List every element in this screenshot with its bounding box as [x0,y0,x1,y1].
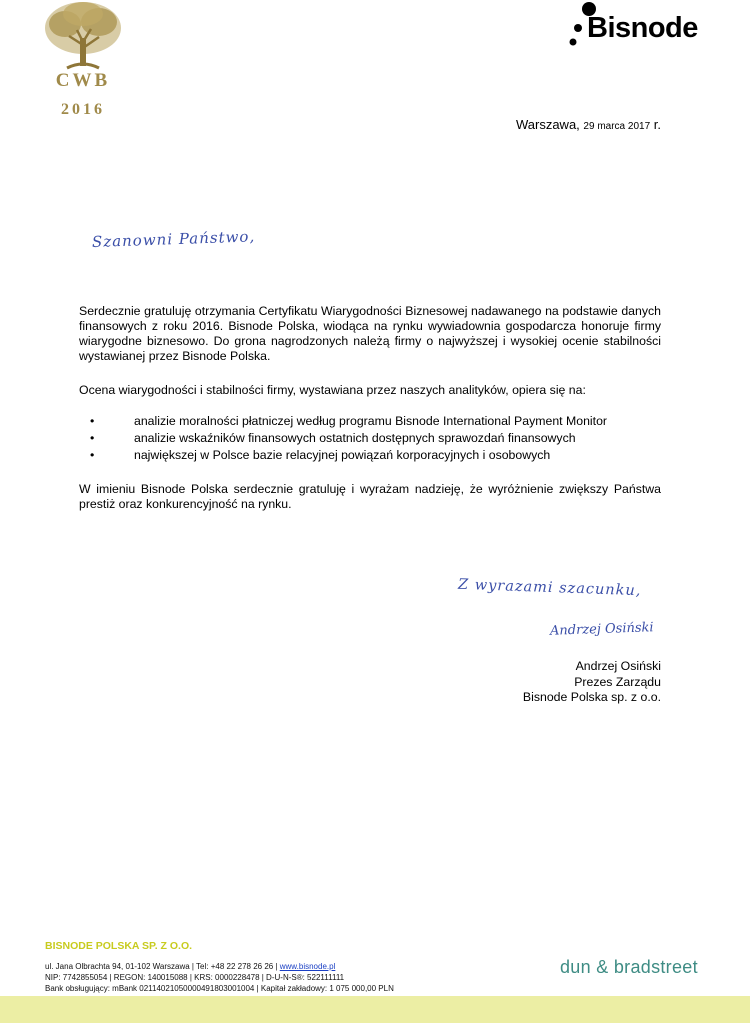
footer-bar [0,996,750,1023]
closing-handwritten: Z wyrazami szacunku, [457,576,642,600]
criteria-list [79,413,661,464]
signature: Andrzej Osiński [549,620,654,639]
footer-bank-line: Bank obsługujący: mBank 02114021050000491803001004 | Kapitał zakładowy: 1 075 000,00 PLN [45,984,394,993]
footer-details [45,961,394,994]
dun-bradstreet-logo: dun & bradstreet [560,957,698,977]
signer-name: Andrzej Osiński [575,659,661,673]
date-city: Warszawa, [515,117,580,132]
paragraph-2: Ocena wiarygodności i stabilności firmy, wystawiana przez naszych analityków, opiera się na: [79,383,586,397]
salutation: Szanowni Państwo, [91,227,256,251]
cwb-logo-year: 2016 [61,101,105,118]
list-item: • analizie moralności płatniczej według programu Bisnode International Payment Monitor [79,413,661,430]
list-item: • największej w Polsce bazie relacyjnej powiązań korporacyjnych i osobowych [79,447,661,464]
bisnode-logo-text: Bisnode [587,12,698,44]
date-suffix: r. [653,117,661,132]
paragraph-1: Serdecznie gratuluję otrzymania Certyfikatu Wiarygodności Biznesowej nadawanego na podstawie danych finansowych z roku 2016. Bisnode Polska, wiodąca na rynku wywiadownia gospodarcza honoruje firmy wiarygodne biznesowo. Do grona nagrodzonych należą firmy o najwyższej i wysokiej ocenie stabilności wystawianej przez Bisnode Polska. [79,304,661,363]
bisnode-logo [566,0,716,55]
signer-block [523,659,661,706]
letter-date [516,117,661,132]
tree-icon [43,0,123,70]
date-value: 29 marca 2017 [583,121,651,132]
signer-title: Prezes Zarządu [574,674,661,689]
cwb-logo [40,0,126,122]
signer-company: Bisnode Polska sp. z o.o. [522,690,661,704]
website-link[interactable]: www.bisnode.pl [279,962,336,971]
cwb-logo-text: CWB [55,70,111,91]
list-item: • analizie wskaźników finansowych ostatnich dostępnych sprawozdań finansowych [79,430,661,447]
footer-address-line: ul. Jana Olbrachta 94, 01-102 Warszawa | Tel: +48 22 278 26 26 | www.bisnode.pl [45,962,336,971]
paragraph-3: W imieniu Bisnode Polska serdecznie gratuluję i wyrażam nadzieję, że wyróżnienie zwiększy Państwa prestiż oraz konkurencyjność na rynku. [79,482,661,511]
footer-company: BISNODE POLSKA SP. Z O.O. [45,940,193,952]
footer-registry-line: NIP: 7742855054 | REGON: 140015088 | KRS: 0000228478 | D-U-N-S®: 522111111 [45,973,345,982]
